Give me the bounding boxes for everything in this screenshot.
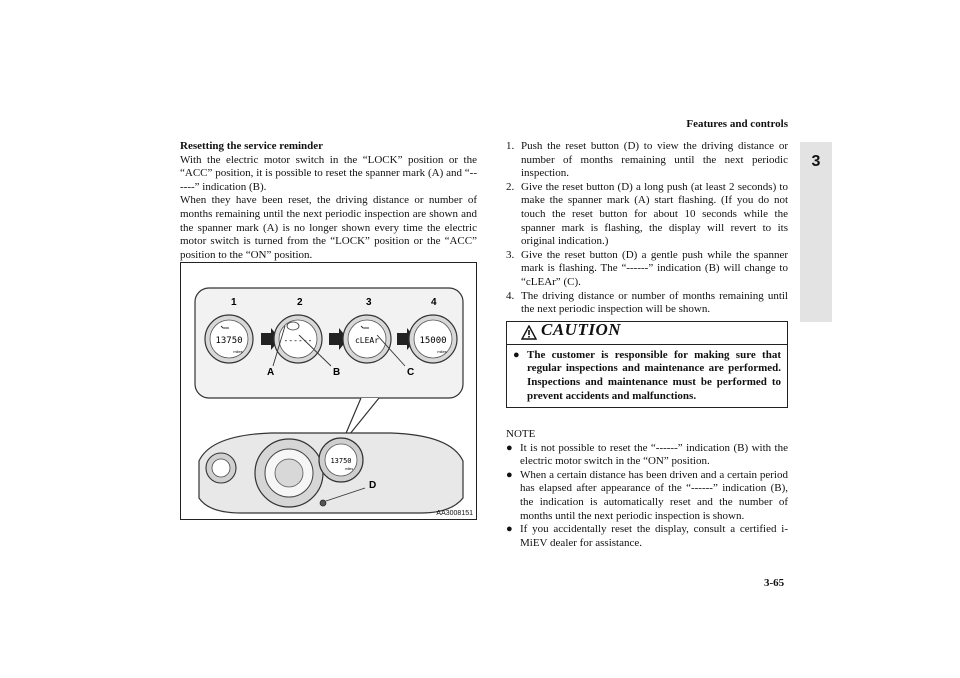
dashboard-gauge-unit: miles — [344, 467, 354, 471]
step-number-3: 3 — [366, 297, 372, 308]
step-number: 2. — [506, 180, 515, 193]
note-text: It is not possible to reset the “------” indication (B) with the electric motor switch in the “ON” position. — [520, 441, 788, 468]
page-number: 3-65 — [764, 577, 785, 589]
step-number: 4. — [506, 289, 515, 302]
figure-code: AA3008151 — [436, 510, 473, 517]
intro-paragraph-2: When they have been reset, the driving distance or number of months remaining until the next periodic inspection are shown and the spanner mark (A) is no longer shown every time the electric motor switch is turned from the “LOCK” position or the “ACC” position to the “ON” position. — [180, 194, 477, 261]
gauge-1-reading: 13750 — [215, 336, 243, 346]
bullet-icon: ● — [506, 468, 513, 481]
dashboard-gauge-reading: 13750 — [330, 457, 352, 465]
intro-paragraph-1: With the electric motor switch in the “LOCK” position or the “ACC” position, it is possible to reset the spanner mark (A) and “------” indication (B). — [180, 153, 477, 193]
page-header-title: Features and controls — [686, 118, 788, 130]
step-text: Give the reset button (D) a gentle push while the spanner mark is flashing. The “------” indication (B) will change to “cLEAr” (C). — [521, 248, 788, 288]
chapter-tab-number: 3 — [811, 153, 821, 170]
gauge-4-icon — [409, 315, 457, 363]
gauge-4-reading: 15000 — [419, 336, 447, 346]
gauge-3-icon — [343, 315, 391, 363]
caution-box — [506, 321, 788, 408]
step-item — [506, 181, 788, 249]
gauge-4-unit: miles — [437, 349, 447, 354]
note-title: NOTE — [506, 428, 536, 441]
step-item — [506, 249, 788, 290]
gauge-3-reading: cLEAr — [354, 336, 380, 345]
step-item — [506, 290, 788, 317]
section-heading: Resetting the service reminder — [180, 140, 324, 152]
warning-triangle-icon — [521, 325, 537, 340]
callout-a: A — [267, 367, 275, 378]
reset-button — [320, 500, 326, 506]
note-item — [506, 469, 788, 523]
callout-b: B — [333, 367, 341, 378]
bullet-icon: ● — [506, 523, 513, 536]
note-text: When a certain distance has been driven and a certain period has elapsed after appearance of the “------” indication (B), the indication is automatically reset and the number of months until the next periodic inspection is shown. — [520, 468, 788, 522]
step-item — [506, 140, 788, 181]
step-number: 3. — [506, 248, 515, 261]
step-number-1: 1 — [231, 297, 237, 308]
gauge-2-reading: ------ — [283, 336, 313, 345]
step-text: Give the reset button (D) a long push (at least 2 seconds) to make the spanner mark (A) start flashing. (If you do not touch the reset button for about 10 seconds while the spanner mark is flashing, the display will revert to its original indication.) — [521, 180, 788, 248]
step-number: 1. — [506, 140, 515, 152]
chapter-tab — [800, 142, 832, 322]
right-column — [506, 140, 788, 550]
caution-text: The customer is responsible for making sure that regular inspections and maintenance are performed. Inspections and maintenance must be performed to prevent accidents and malfunctions. — [527, 348, 781, 402]
caution-body — [507, 345, 787, 407]
left-column — [180, 140, 477, 262]
step-number-4: 4 — [431, 297, 437, 308]
caution-title: CAUTION — [541, 319, 622, 339]
callout-c: C — [407, 367, 415, 378]
caution-header — [507, 319, 787, 345]
note-item — [506, 523, 788, 550]
instrument-cluster-figure — [180, 262, 477, 520]
callout-d: D — [369, 480, 377, 491]
bullet-icon: ● — [513, 348, 520, 361]
note-item — [506, 442, 788, 469]
step-text: The driving distance or number of months remaining until the next periodic inspection will be shown. — [521, 289, 788, 316]
bullet-icon: ● — [506, 441, 513, 454]
gauge-1-icon — [205, 315, 253, 363]
gauge-1-unit: miles — [233, 349, 243, 354]
dashboard-icon — [199, 433, 463, 513]
cluster-illustration — [181, 263, 478, 521]
step-number-2: 2 — [297, 297, 303, 308]
note-text: If you accidentally reset the display, consult a certified i-MiEV dealer for assistance. — [520, 523, 788, 549]
step-text: Push the reset button (D) to view the driving distance or number of months remaining until the next periodic inspection. — [521, 140, 788, 180]
